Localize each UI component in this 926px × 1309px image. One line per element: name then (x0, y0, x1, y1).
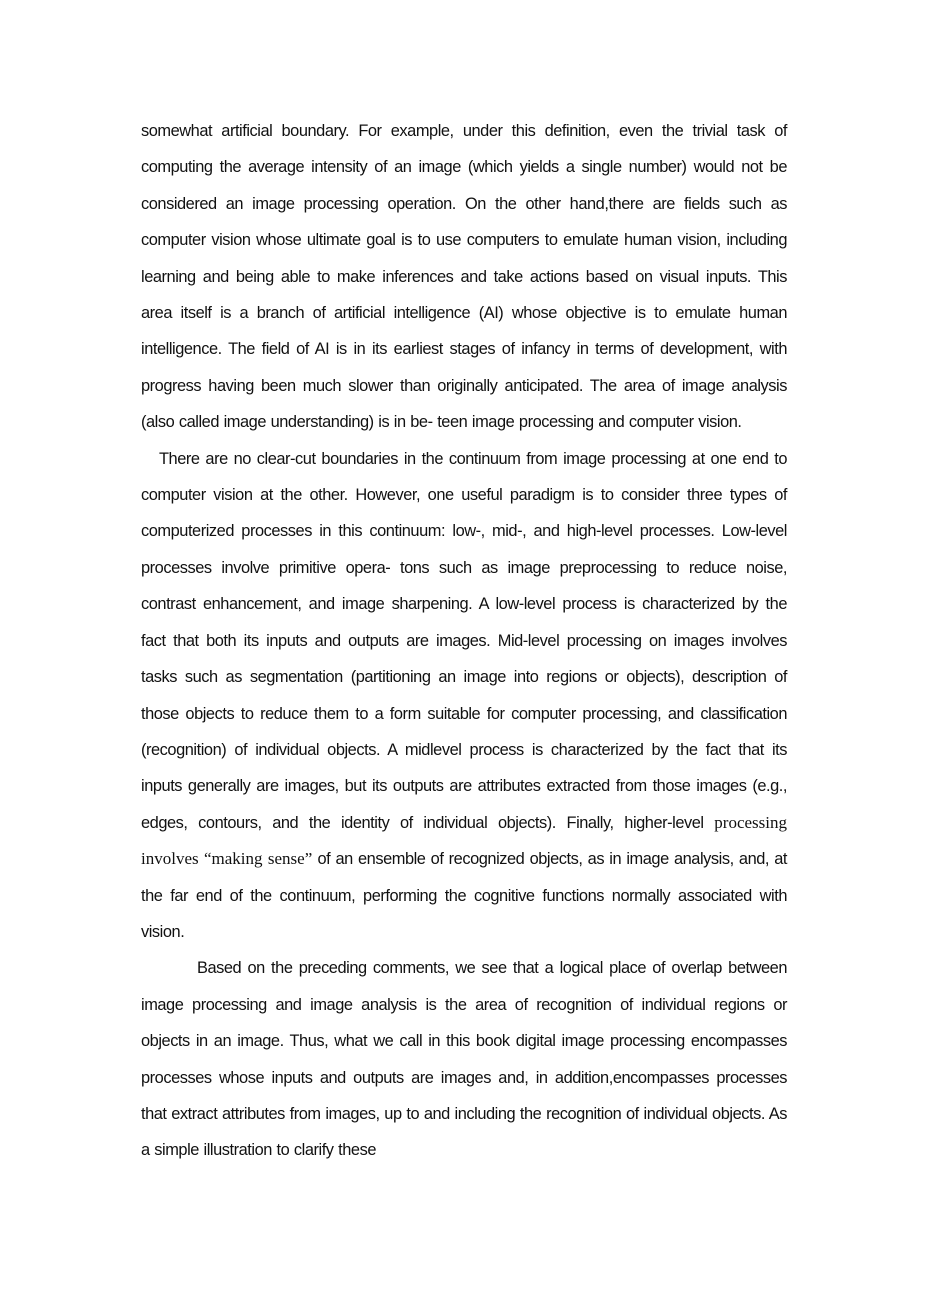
paragraph-1: somewhat artificial boundary. For example, under this definition, even the trivial task of computing the average intensity of an image (which yields a single number) would not be considered an image processing operation. On the other hand,there are fields such as computer vision whose ultimate goal is to use computers to emulate human vision, including learning and being able to make inferences and take actions based on visual inputs. This area itself is a branch of artificial intelligence (AI) whose objective is to emulate human intelligence. The field of AI is in its earliest stages of infancy in terms of development, with progress having been much slower than originally anticipated. The area of image analysis (also called image understanding) is in be- teen image processing and computer vision. (141, 122, 787, 432)
body-text (141, 113, 787, 1169)
paragraph-2-text-b: of an ensemble of recognized objects, as in image analysis, and, at the far end of the continuum, performing the cognitive functions normally associated with vision. (141, 850, 787, 941)
paragraph-2-serif-run: processing involves “making sense” (141, 812, 787, 869)
paragraph-2-text-a: There are no clear-cut boundaries in the continuum from image processing at one end to computer vision at the other. However, one useful paradigm is to consider three types of computerized processes in this continuum: low-, mid-, and high-level processes. Low-level processes involve primitive opera- tons such as image preprocessing to reduce noise, contrast enhancement, and image sharpening. A low-level process is characterized by the fact that both its inputs and outputs are images. Mid-level processing on images involves tasks such as segmentation (partitioning an image into regions or objects), description of those objects to reduce them to a form suitable for computer processing, and classification (recognition) of individual objects. A midlevel process is characterized by the fact that its inputs generally are images, but its outputs are attributes extracted from those images (e.g., edges, contours, and the identity of individual objects). Finally, higher-level (141, 449, 787, 832)
paragraph-3: Based on the preceding comments, we see that a logical place of overlap between image processing and image analysis is the area of recognition of individual regions or objects in an image. Thus, what we call in this book digital image processing encompasses processes whose inputs and outputs are images and, in addition,encompasses processes that extract attributes from images, up to and including the recognition of individual objects. As a simple illustration to clarify these (141, 959, 787, 1160)
paragraph-2 (141, 441, 787, 951)
